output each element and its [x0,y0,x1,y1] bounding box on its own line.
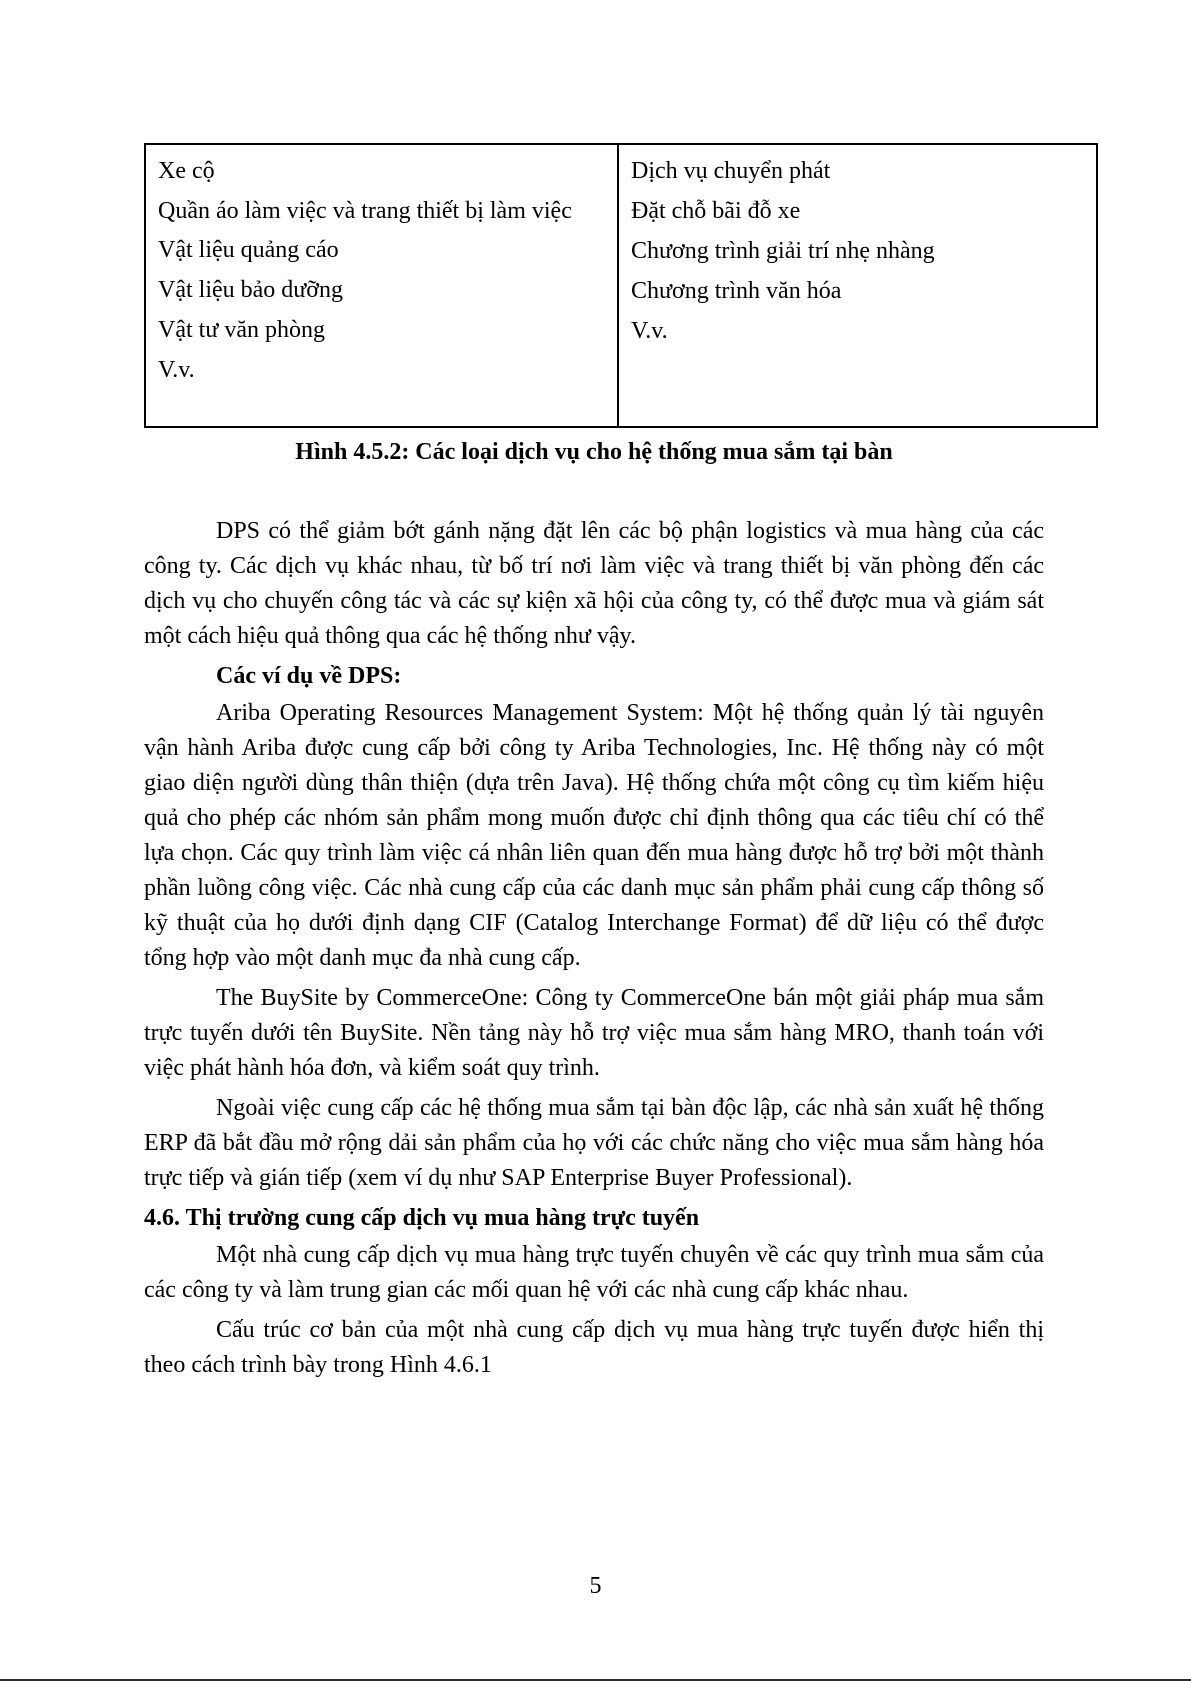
list-item: Dịch vụ chuyển phát [631,158,831,184]
paragraph: Một nhà cung cấp dịch vụ mua hàng trực tuyến chuyên về các quy trình mua sắm của các công ty và làm trung gian các mối quan hệ với các nhà cung cấp khác nhau. [144,1242,1044,1303]
list-item: Chương trình văn hóa [631,278,842,304]
list-item: Chương trình giải trí nhẹ nhàng [631,238,935,264]
goods-column [145,144,618,427]
list-item: Quần áo làm việc và trang thiết bị làm việc [158,198,572,224]
services-table [144,143,1098,428]
table-row [145,144,1097,427]
section-heading: 4.6. Thị trường cung cấp dịch vụ mua hàng trực tuyến [144,1205,700,1231]
list-item: Vật liệu bảo dưỡng [158,277,343,303]
paragraph: Ngoài việc cung cấp các hệ thống mua sắm tại bàn độc lập, các nhà sản xuất hệ thống ERP đã bắt đầu mở rộng dải sản phẩm của họ với các chức năng cho việc mua sắm hàng hóa trực tiếp và gián tiếp (xem ví dụ như SAP Enterprise Buyer Professional). [144,1095,1044,1191]
page-bottom-divider [0,1679,1191,1681]
examples-heading: Các ví dụ về DPS: [216,663,402,689]
list-item: Xe cộ [158,158,215,184]
paragraph: Ariba Operating Resources Management System: Một hệ thống quản lý tài nguyên vận hành Ariba được cung cấp bởi công ty Ariba Technologies, Inc. Hệ thống này có một giao diện người dùng thân thiện (dựa trên Java). Hệ thống chứa một công cụ tìm kiếm hiệu quả cho phép các nhóm sản phẩm mong muốn được chỉ định thông qua các tiêu chí có thể lựa chọn. Các quy trình làm việc cá nhân liên quan đến mua hàng được hỗ trợ bởi một thành phần luồng công việc. Các nhà cung cấp của các danh mục sản phẩm phải cung cấp thông số kỹ thuật của họ dưới định dạng CIF (Catalog Interchange Format) để dữ liệu có thể được tổng hợp vào một danh mục đa nhà cung cấp. [144,700,1044,971]
list-item: V.v. [158,357,195,383]
page-number: 5 [589,1573,602,1599]
body-text [144,514,1044,1388]
list-item: Vật liệu quảng cáo [158,237,339,263]
paragraph: Cấu trúc cơ bản của một nhà cung cấp dịch vụ mua hàng trực tuyến được hiển thị theo cách trình bày trong Hình 4.6.1 [144,1317,1044,1378]
list-item: Đặt chỗ bãi đỗ xe [631,198,801,224]
figure-caption: Hình 4.5.2: Các loại dịch vụ cho hệ thống mua sắm tại bàn [295,439,893,465]
paragraph: DPS có thể giảm bớt gánh nặng đặt lên các bộ phận logistics và mua hàng của các công ty. Các dịch vụ khác nhau, từ bố trí nơi làm việc và trang thiết bị văn phòng đến các dịch vụ cho chuyến công tác và các sự kiện xã hội của công ty, có thể được mua và giám sát một cách hiệu quả thông qua các hệ thống như vậy. [144,518,1044,649]
list-item: Vật tư văn phòng [158,317,325,343]
paragraph: The BuySite by CommerceOne: Công ty CommerceOne bán một giải pháp mua sắm trực tuyến dưới tên BuySite. Nền tảng này hỗ trợ việc mua sắm hàng MRO, thanh toán với việc phát hành hóa đơn, và kiểm soát quy trình. [144,985,1044,1081]
services-column [618,144,1097,427]
list-item: V.v. [631,318,668,344]
